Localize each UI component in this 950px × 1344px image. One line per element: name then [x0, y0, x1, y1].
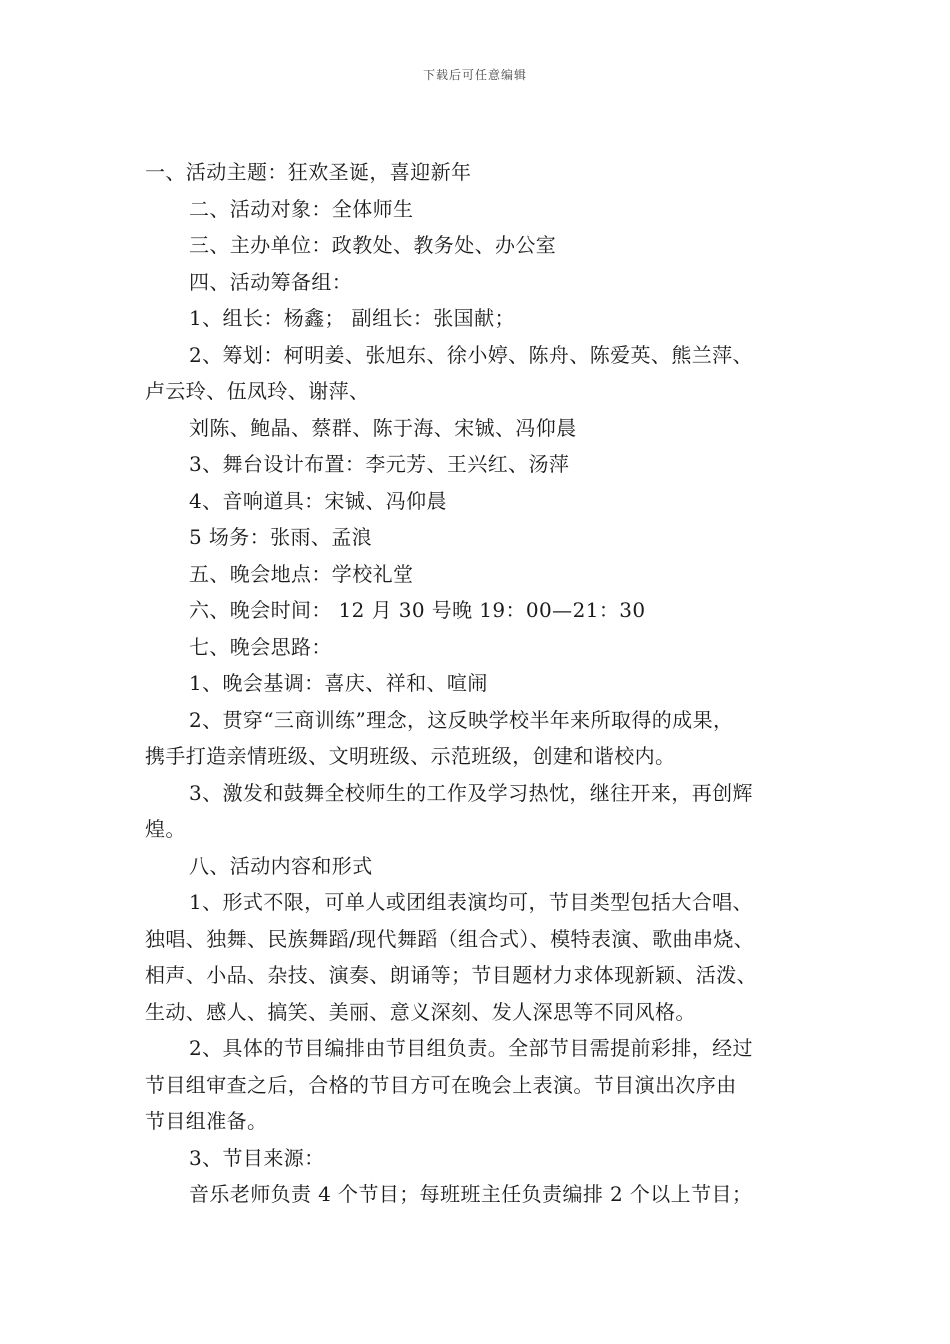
paragraph-line: 六、晚会时间： 12 月 30 号晚 19：00—21：30 [189, 598, 646, 622]
paragraph-line: 3、激发和鼓舞全校师生的工作及学习热忱，继往开来，再创辉 [189, 780, 753, 805]
paragraph-line: 4、音响道具：宋铖、冯仰晨 [189, 488, 447, 513]
paragraph-line: 3、舞台设计布置：李元芳、王兴红、汤萍 [189, 452, 570, 476]
page-header: 下载后可任意编辑 [422, 68, 527, 82]
paragraph-line: 3、节目来源： [189, 1145, 325, 1170]
paragraph-line: 八、活动内容和形式 [189, 853, 373, 878]
paragraph-line: 携手打造亲情班级、文明班级、示范班级，创建和谐校内。 [145, 744, 676, 768]
paragraph-line: 相声、小品、杂技、演奏、朗诵等；节目题材力求体现新颖、活泼、 [145, 963, 757, 987]
paragraph-line: 1、晚会基调：喜庆、祥和、喧闹 [189, 671, 488, 695]
paragraph-line: 5 场务：张雨、孟浪 [189, 525, 373, 549]
paragraph-line: 2、贯穿“三商训练”理念，这反映学校半年来所取得的成果， [189, 707, 734, 732]
paragraph-line: 刘陈、鲍晶、蔡群、陈于海、宋铖、冯仰晨 [189, 415, 577, 440]
paragraph-line: 生动、感人、搞笑、美丽、意义深刻、发人深思等不同风格。 [145, 999, 696, 1024]
paragraph-line: 1、组长：杨鑫； 副组长：张国献； [189, 306, 515, 330]
document-body [145, 154, 815, 1213]
paragraph-line: 七、晚会思路： [189, 634, 332, 659]
paragraph-line: 2、具体的节目编排由节目组负责。全部节目需提前彩排，经过 [189, 1036, 753, 1060]
paragraph-line: 1、形式不限，可单人或团组表演均可，节目类型包括大合唱、 [189, 890, 753, 914]
paragraph-line: 节目组准备。 [145, 1109, 268, 1133]
paragraph-line: 煌。 [145, 817, 186, 841]
paragraph-line: 五、晚会地点：学校礼堂 [189, 561, 414, 586]
paragraph-line: 2、筹划：柯明姜、张旭东、徐小婷、陈舟、陈爱英、熊兰萍、 [189, 342, 753, 367]
paragraph-line: 三、主办单位：政教处、教务处、办公室 [189, 233, 557, 257]
paragraph-line: 音乐老师负责 4 个节目；每班班主任负责编排 2 个以上节目； [189, 1182, 753, 1206]
paragraph-line: 独唱、独舞、民族舞蹈/现代舞蹈（组合式）、模特表演、歌曲串烧、 [145, 926, 755, 951]
paragraph-line: 一、活动主题：狂欢圣诞，喜迎新年 [145, 160, 472, 184]
paragraph-line: 四、活动筹备组： [189, 269, 353, 294]
paragraph-line: 卢云玲、伍凤玲、谢萍、 [145, 379, 370, 403]
paragraph-line: 节目组审查之后，合格的节目方可在晚会上表演。节目演出次序由 [145, 1072, 737, 1097]
paragraph-line: 二、活动对象：全体师生 [189, 196, 414, 221]
